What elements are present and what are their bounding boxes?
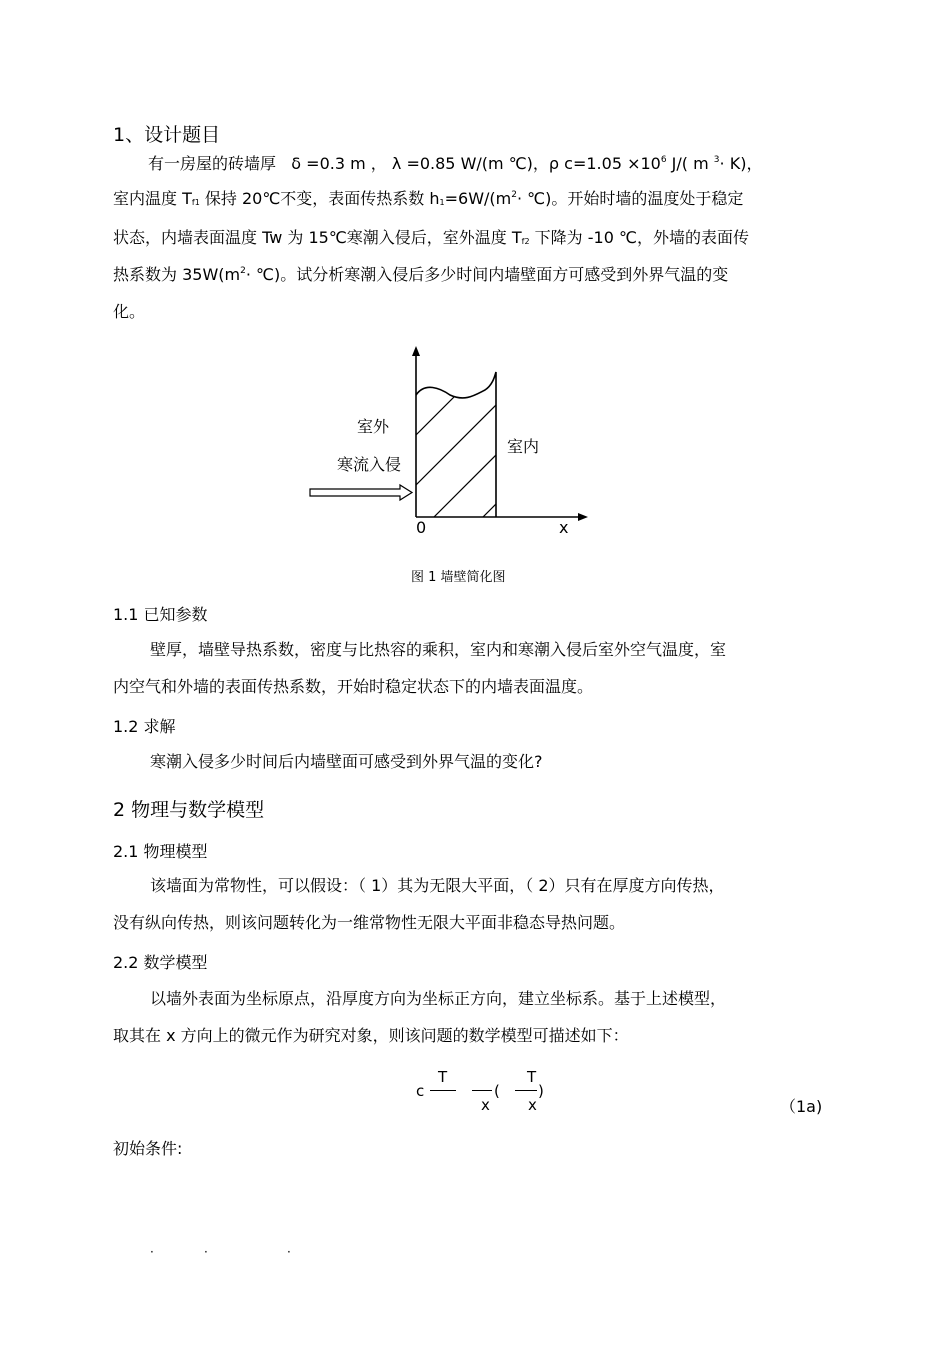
dot-mark: ·: [204, 1245, 208, 1259]
eq-paren-close: ): [538, 1082, 544, 1100]
x-axis-arrow-icon: [578, 513, 588, 521]
section-1-1-line-2: 内空气和外墙的表面传热系数，开始时稳定状态下的内墙表面温度。: [113, 677, 594, 696]
section-2-1-title: 2.1 物理模型: [113, 842, 208, 861]
eq-denominator-x: x: [481, 1096, 490, 1114]
problem-line-2: 室内温度 $T_{f1}$ 保持 20℃不变，表面传热系数 $h_1=6W/(m^2\cdot$ ℃)。开始时墙的温度处于稳定: [113, 189, 744, 208]
section-2-2-title: 2.2 数学模型: [113, 953, 208, 972]
problem-line-3: 状态，内墙表面温度 Tw 为 15℃寒潮入侵后，室外温度 $T_{f2}$ 下降为 -10 ℃，外墙的表面传: [113, 228, 749, 247]
label-outdoor: 室外: [357, 417, 390, 436]
problem-line-1: 有一房屋的砖墙厚 δ =0.3 m ， λ =0.85 W/(m ℃)，ρ $c=1.05 \times 10^6$ J/( m $^3$· K)，: [148, 154, 763, 173]
figure-caption: 图 1 墙壁简化图: [411, 570, 506, 585]
eq-denominator-x2: x: [528, 1096, 537, 1114]
equation-number: （1a): [780, 1097, 823, 1116]
wall-hatching: [416, 365, 600, 550]
heading-model: 2 物理与数学模型: [113, 799, 265, 821]
section-1-2-title: 1.2 求解: [113, 717, 176, 736]
section-2-1-line-1: 该墙面为常物性，可以假设：（ 1）其为无限大平面，（ 2）只有在厚度方向传热，: [150, 876, 725, 895]
eq-paren-open: (: [494, 1082, 500, 1100]
heading-design-title: 1、设计题目: [113, 124, 221, 146]
wall-diagram: [300, 340, 600, 550]
eq-fraction-bar: [472, 1090, 492, 1091]
y-axis-arrow-icon: [412, 346, 420, 356]
section-2-2-line-1: 以墙外表面为坐标原点，沿厚度方向为坐标正方向，建立坐标系。基于上述模型，: [150, 989, 727, 1008]
eq-numerator-t: T: [438, 1068, 448, 1086]
section-1-1-line-1: 壁厚，墙壁导热系数，密度与比热容的乘积，室内和寒潮入侵后室外空气温度，室: [150, 640, 727, 659]
label-x-axis: x: [559, 518, 569, 537]
eq-numerator-t2: T: [527, 1068, 537, 1086]
label-origin: 0: [416, 518, 427, 537]
eq-c: c: [416, 1082, 425, 1100]
initial-condition-label: 初始条件:: [113, 1139, 183, 1158]
label-indoor: 室内: [507, 437, 540, 456]
problem-line-5: 化。: [113, 302, 146, 321]
label-cold-wave: 寒流入侵: [337, 455, 402, 474]
section-1-1-title: 1.1 已知参数: [113, 605, 208, 624]
cold-wave-arrow-icon: [310, 485, 412, 500]
equation-1a: [410, 1065, 560, 1115]
dot-mark: ·: [287, 1245, 291, 1259]
section-2-1-line-2: 没有纵向传热，则该问题转化为一维常物性无限大平面非稳态导热问题。: [113, 913, 626, 932]
eq-fraction-bar: [430, 1090, 456, 1091]
dot-mark: ·: [150, 1245, 154, 1259]
section-2-2-line-2: 取其在 x 方向上的微元作为研究对象，则该问题的数学模型可描述如下：: [113, 1026, 629, 1045]
eq-fraction-bar: [515, 1090, 537, 1091]
section-1-2-line-1: 寒潮入侵多少时间后内墙壁面可感受到外界气温的变化?: [150, 752, 543, 771]
problem-line-4: 热系数为 $35W(m^2\cdot$ ℃)。试分析寒潮入侵后多少时间内墙壁面方可感受到外界气温的变: [113, 265, 729, 284]
